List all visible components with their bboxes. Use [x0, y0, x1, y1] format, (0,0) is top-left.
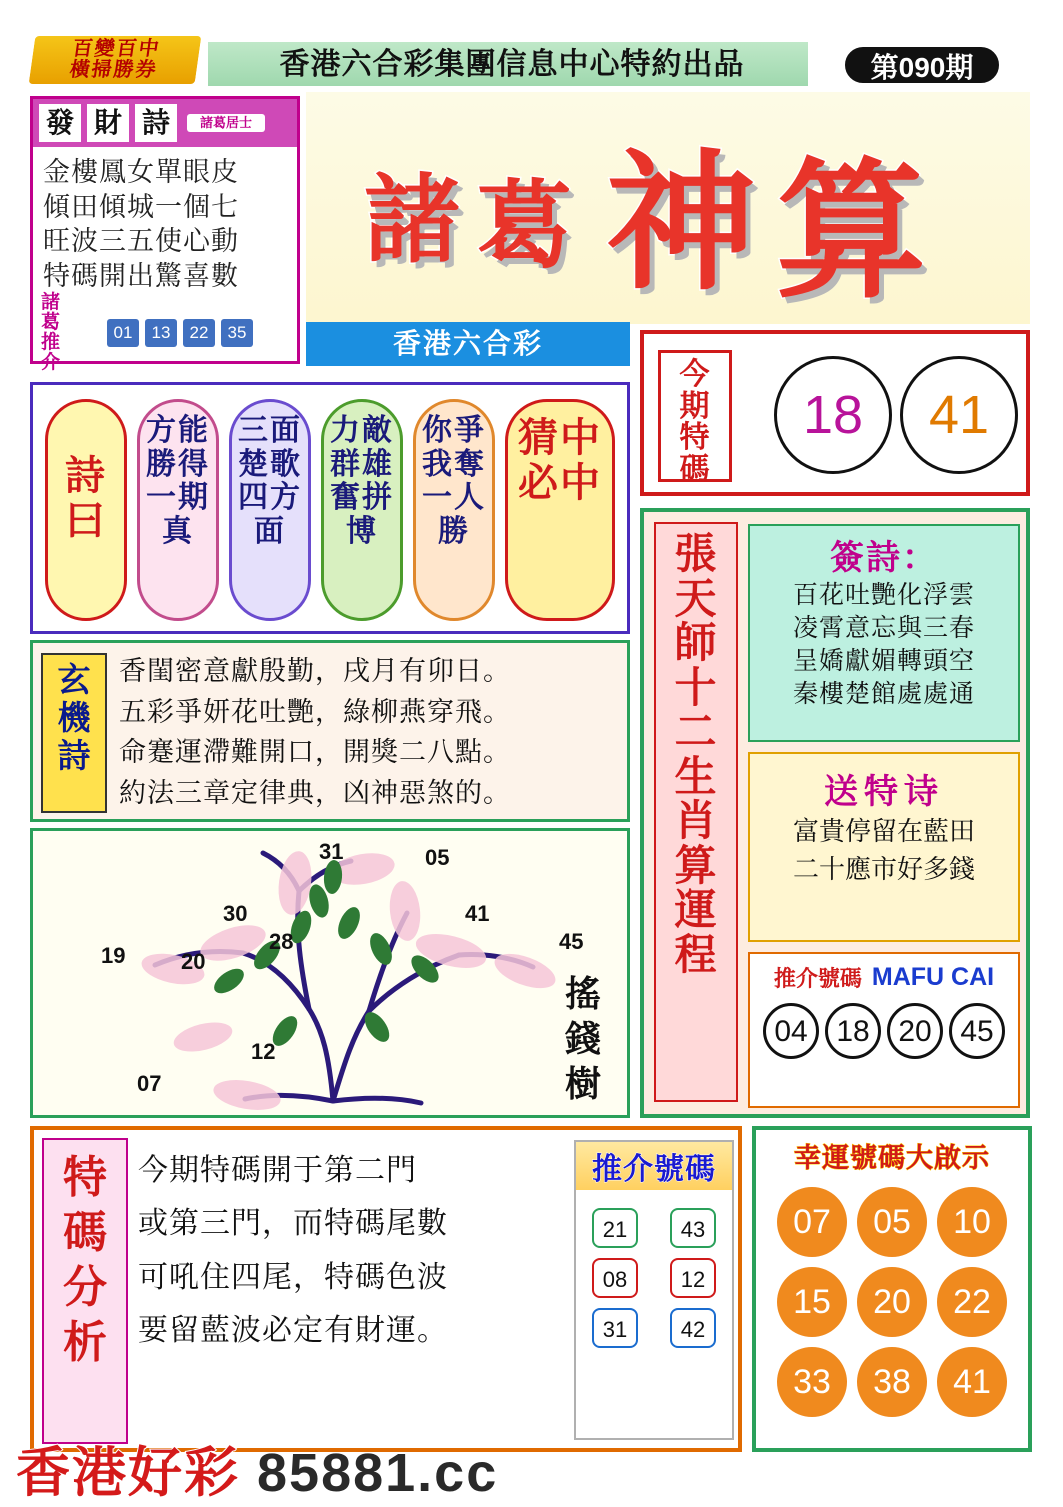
- poem-head-char-3: 詩: [135, 104, 177, 142]
- verse-capsule-3-text: 力敵群雄奮拼博: [330, 414, 394, 548]
- verse-capsule-2: [229, 399, 311, 621]
- lucky-numbers-title: 幸運號碼大啟示: [794, 1143, 990, 1173]
- masthead-char-3: 神: [606, 139, 757, 307]
- special-ball-2: 41: [900, 356, 1018, 474]
- tree-number: 31: [319, 839, 344, 864]
- lucky-numbers-section: [752, 1126, 1032, 1452]
- zhang-tianshi-section: [640, 508, 1030, 1118]
- xuanji-line: 五彩爭妍花吐艷，綠柳燕穿飛。: [119, 696, 511, 727]
- watermark-url: 85881.cc: [257, 1443, 499, 1503]
- tree-label-c1: 搖: [564, 973, 603, 1014]
- poem-head-char-2: 財: [87, 104, 129, 142]
- lucky-number: 38: [857, 1347, 927, 1417]
- poem-number: 01: [107, 319, 139, 347]
- recommend-header: [750, 962, 1018, 993]
- recommend-balls: [750, 1003, 1018, 1059]
- zts-c8: 算: [674, 841, 718, 889]
- qianshi-line: 凌霄意忘與三春: [792, 614, 975, 642]
- qianshi-line: 百花吐艷化浮雲: [792, 581, 975, 609]
- xuanji-line: 香閨密意獻殷勤，戌月有卯日。: [119, 656, 511, 686]
- special-label-c4: 碼: [679, 452, 711, 486]
- verse-capsule-4: [413, 399, 495, 621]
- masthead-char-4: 算: [776, 147, 927, 315]
- poem-number: 22: [183, 319, 215, 347]
- tree-number: 12: [251, 1039, 276, 1064]
- poem-head-subtitle: 諸葛居士: [187, 114, 265, 132]
- verse-capsule-3: [321, 399, 403, 621]
- masthead-char-2: 葛: [476, 173, 572, 280]
- qianshi-box: [748, 524, 1020, 742]
- page-header: [12, 12, 1052, 84]
- verse-capsule-0: [45, 399, 127, 621]
- poem-line: 金樓鳳女單眼皮: [43, 157, 239, 187]
- zts-c9: 運: [674, 886, 718, 934]
- lucky-number: 41: [937, 1347, 1007, 1417]
- special-number-label: [658, 350, 732, 486]
- tree-number: 05: [425, 845, 450, 870]
- verse-capsule-0-text: 詩曰: [65, 454, 107, 543]
- lucky-number: 15: [777, 1267, 847, 1337]
- fortune-poem-box: [30, 96, 300, 373]
- poem-number: 13: [145, 319, 177, 347]
- analysis-recommend-rows: [576, 1190, 732, 1348]
- xuanji-line: 命蹇運滯難開口，開獎二八點。: [119, 737, 511, 767]
- zhang-tianshi-vertical-title: [654, 522, 738, 1102]
- tree-number: 19: [101, 943, 126, 968]
- logo-line-1: 百變百中: [71, 38, 163, 60]
- recommend-ball: 04: [763, 1003, 819, 1059]
- analysis-number: 21: [592, 1208, 638, 1248]
- recommend-ball: 20: [887, 1003, 943, 1059]
- analysis-recommend-row: [576, 1258, 732, 1298]
- poem-recommend-row: [33, 292, 297, 373]
- zts-c4: 十: [674, 663, 718, 711]
- zts-c10: 程: [674, 930, 718, 978]
- zts-c3: 師: [674, 619, 718, 667]
- money-tree-label: [565, 971, 603, 1106]
- xuanji-line: 約法三章定律典，凶神惡煞的。: [119, 777, 511, 808]
- analysis-recommend-panel: [574, 1140, 734, 1440]
- masthead-title-area: [306, 92, 1030, 324]
- poem-number: 35: [221, 319, 253, 347]
- verse-capsule-1-text: 方能勝得一期真: [146, 414, 210, 548]
- poem-recommend-label: [41, 293, 99, 373]
- qianshi-line: 秦樓楚館處處通: [792, 680, 975, 708]
- special-label-c3: 特: [679, 421, 711, 454]
- lucky-number: 07: [777, 1187, 847, 1257]
- analysis-number: 12: [670, 1258, 716, 1298]
- recommend-label-cn: 推介號碼: [773, 966, 862, 991]
- page-title: 香港六合彩集團信息中心特約出品: [279, 48, 745, 81]
- zts-c1: 張: [674, 530, 718, 577]
- tree-label-c2: 錢: [564, 1018, 603, 1059]
- money-tree-illustration: [30, 828, 630, 1118]
- songte-title: 送特诗: [824, 773, 944, 811]
- special-analysis-text: [138, 1144, 558, 1358]
- watermark: [16, 1430, 716, 1503]
- issue-badge: 第090期: [842, 44, 1002, 86]
- logo-line-2: 橫掃勝券: [68, 59, 160, 81]
- qianshi-line: 呈嬌獻媚轉頭空: [792, 647, 975, 675]
- zts-c7: 肖: [674, 797, 718, 845]
- special-label-c2: 期: [679, 389, 711, 423]
- lucky-number: 05: [857, 1187, 927, 1257]
- qianshi-title: 簽詩：: [830, 539, 938, 577]
- lottery-name-band: 香港六合彩: [306, 322, 630, 366]
- zts-c6: 生: [674, 752, 718, 800]
- analysis-number: 43: [670, 1208, 716, 1248]
- tree-number: 41: [465, 901, 490, 926]
- lucky-number: 10: [937, 1187, 1007, 1257]
- an-label-c2: 碼: [63, 1208, 107, 1257]
- an-label-c4: 析: [63, 1318, 107, 1367]
- verse-capsule-1: [137, 399, 219, 621]
- tree-number: 45: [559, 929, 584, 954]
- xuanji-label-text: 玄機詩: [57, 661, 91, 774]
- recommend-number-box: [748, 952, 1020, 1108]
- special-analysis-section: [30, 1126, 742, 1452]
- lucky-number: 20: [857, 1267, 927, 1337]
- lucky-number: 22: [937, 1267, 1007, 1337]
- verse-capsule-4-text: 你爭我奪一人勝: [422, 414, 486, 548]
- zts-c2: 天: [674, 574, 718, 622]
- recommend-label-en: MAFU CAI: [871, 963, 995, 991]
- songte-line: 二十應市好多錢: [792, 853, 975, 884]
- zts-c5: 二: [674, 708, 718, 756]
- brand-logo: [26, 34, 203, 86]
- tree-number: 28: [269, 929, 294, 954]
- an-label-c1: 特: [63, 1153, 107, 1202]
- lucky-numbers-grid: [756, 1187, 1028, 1417]
- analysis-recommend-row: [576, 1308, 732, 1348]
- poem-line: 特碼開出驚喜數: [43, 260, 239, 291]
- fortune-poem-header: [33, 99, 297, 147]
- special-label-c1: 今: [679, 358, 711, 391]
- poem-recommend-label-line2: 推 介: [41, 332, 69, 373]
- analysis-line: 或第三門，而特碼尾數: [138, 1207, 448, 1241]
- recommend-ball: 45: [949, 1003, 1005, 1059]
- an-label-c3: 分: [63, 1263, 107, 1312]
- verse-capsule-row: [30, 382, 630, 634]
- tree-label-c3: 樹: [564, 1063, 603, 1104]
- analysis-line: 可吼住四尾，特碼色波: [138, 1260, 448, 1294]
- recommend-ball: 18: [825, 1003, 881, 1059]
- verse-capsule-2-text: 三面楚歌四方面: [238, 414, 302, 548]
- xuanji-poem-box: [30, 640, 630, 822]
- analysis-number: 42: [670, 1308, 716, 1348]
- xuanji-poem-label: [41, 653, 107, 813]
- analysis-recommend-row: [576, 1208, 732, 1248]
- songte-line: 富貴停留在藍田: [792, 816, 975, 846]
- poem-line: 傾田傾城一個七: [43, 191, 239, 222]
- xuanji-poem-lines: [119, 651, 619, 813]
- tree-number: 07: [137, 1071, 162, 1096]
- songte-box: [748, 752, 1020, 942]
- special-analysis-label: [42, 1138, 128, 1444]
- fortune-poem-lines: [33, 151, 297, 297]
- poem-head-char-1: 發: [39, 104, 81, 142]
- verse-capsule-5: [505, 399, 615, 621]
- analysis-number: 31: [592, 1308, 638, 1348]
- poem-line: 旺波三五使心動: [43, 226, 239, 257]
- analysis-recommend-title: 推介號碼: [576, 1142, 732, 1190]
- analysis-line: 今期特碼開于第二門: [138, 1154, 417, 1187]
- verse-capsule-5-text: 猜中必中: [518, 416, 602, 505]
- poem-recommend-label-line1: 諸 葛: [41, 292, 69, 334]
- masthead-char-1: 諸: [364, 167, 460, 274]
- tree-number: 20: [181, 949, 206, 974]
- special-ball-1: 18: [774, 356, 892, 474]
- watermark-text-cn: 香港好彩: [16, 1443, 240, 1503]
- tree-number: 30: [223, 901, 248, 926]
- money-tree-svg: [33, 831, 627, 1115]
- lucky-number: 33: [777, 1347, 847, 1417]
- special-number-box: [640, 330, 1030, 496]
- analysis-line: 要留藍波必定有財運。: [138, 1314, 448, 1348]
- analysis-number: 08: [592, 1258, 638, 1298]
